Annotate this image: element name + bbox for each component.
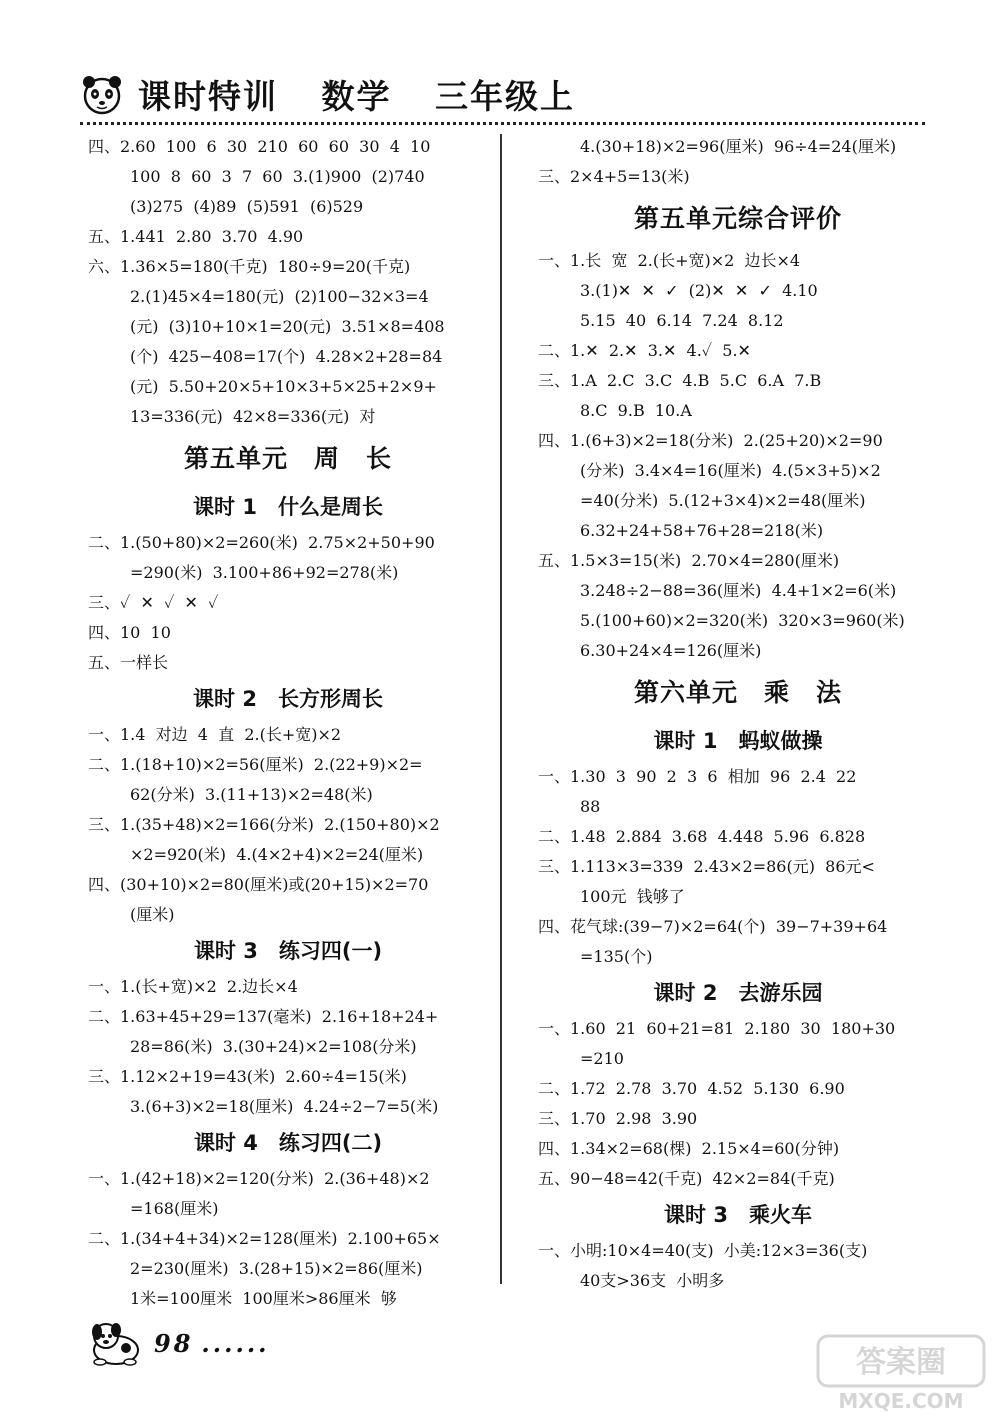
- answer-line: 一、1.60 21 60+21=81 2.180 30 180+30: [538, 1019, 896, 1038]
- answer-line: 四、1.(6+3)×2=18(分米) 2.(25+20)×2=90: [538, 431, 883, 450]
- lesson-heading: 课时 4 练习四(二): [193, 1131, 383, 1155]
- answer-line: 100元 钱够了: [580, 887, 685, 906]
- answer-line: 2.(1)45×4=180(元) (2)100−32×3=4: [130, 287, 429, 306]
- puppy-mascot-icon: [86, 1318, 146, 1368]
- answer-line: 28=86(米) 3.(30+24)×2=108(分米): [130, 1037, 417, 1056]
- column-divider: [500, 134, 502, 1284]
- answer-line: 二、1.(18+10)×2=56(厘米) 2.(22+9)×2=: [88, 755, 423, 774]
- lesson-heading: 课时 3 练习四(一): [193, 939, 383, 963]
- answer-line: 五、90−48=42(千克) 42×2=84(千克): [538, 1169, 835, 1188]
- answer-line: 二、1.(34+4+34)×2=128(厘米) 2.100+65×: [88, 1229, 441, 1248]
- right-column: [538, 132, 938, 1296]
- header-title: [138, 71, 605, 118]
- answer-line: 3.248÷2−88=36(厘米) 4.4+1×2=6(米): [580, 581, 897, 600]
- answer-line: 3.(6+3)×2=18(厘米) 4.24÷2−7=5(米): [130, 1097, 439, 1116]
- answer-line: 一、1.30 3 90 2 3 6 相加 96 2.4 22: [538, 767, 857, 786]
- unit-heading: 第六单元 乘 法: [633, 678, 842, 707]
- answer-line: 二、1.(50+80)×2=260(米) 2.75×2+50+90: [88, 533, 435, 552]
- answer-line: (元) 5.50+20×5+10×3+5×25+2×9+: [130, 377, 437, 396]
- answer-line: 五、一样长: [88, 653, 169, 672]
- page-header: [80, 66, 605, 122]
- answer-line: 1米=100厘米 100厘米>86厘米 够: [130, 1289, 397, 1308]
- answer-line: 二、1.48 2.884 3.68 4.448 5.96 6.828: [538, 827, 866, 846]
- answer-line: 四、1.34×2=68(棵) 2.15×4=60(分钟): [538, 1139, 840, 1158]
- answer-line: 四、2.60 100 6 30 210 60 60 30 4 10: [88, 137, 431, 156]
- header-grade: 三年级上: [435, 76, 575, 116]
- answer-line: 6.30+24×4=126(厘米): [580, 641, 762, 660]
- answer-line: 40支>36支 小明多: [580, 1271, 725, 1290]
- left-column: [88, 132, 488, 1314]
- answer-line: 四、花气球:(39−7)×2=64(个) 39−7+39+64: [538, 917, 888, 936]
- answer-line: (元) (3)10+10×1=20(元) 3.51×8=408: [130, 317, 445, 336]
- header-series: 课时特训: [138, 76, 278, 116]
- answer-line: (分米) 3.4×4=16(厘米) 4.(5×3+5)×2: [580, 461, 881, 480]
- lesson-heading: 课时 2 去游乐园: [653, 981, 823, 1005]
- answer-line: 三、1.12×2+19=43(米) 2.60÷4=15(米): [88, 1067, 407, 1086]
- answer-line: 100 8 60 3 7 60 3.(1)900 (2)740: [130, 167, 425, 186]
- answer-line: 一、1.(42+18)×2=120(分米) 2.(36+48)×2: [88, 1169, 430, 1188]
- lesson-heading: 课时 2 长方形周长: [193, 687, 383, 711]
- answer-line: 三、1.(35+48)×2=166(分米) 2.(150+80)×2: [88, 815, 440, 834]
- page-dots: ......: [201, 1328, 270, 1358]
- page-footer: [86, 1318, 270, 1368]
- answer-line: 一、1.4 对边 4 直 2.(长+宽)×2: [88, 725, 342, 744]
- answer-line: =135(个): [580, 947, 653, 966]
- answer-line: 8.C 9.B 10.A: [580, 401, 692, 420]
- answer-line: 三、1.113×3=339 2.43×2=86(元) 86元<: [538, 857, 875, 876]
- answer-line: 13=336(元) 42×8=336(元) 对: [130, 407, 376, 426]
- answer-line: =40(分米) 5.(12+3×4)×2=48(厘米): [580, 491, 866, 510]
- answer-line: 六、1.36×5=180(千克) 180÷9=20(千克): [88, 257, 411, 276]
- answer-line: 四、10 10: [88, 623, 171, 642]
- answer-line: 三、1.70 2.98 3.90: [538, 1109, 698, 1128]
- answer-line: ×2=920(米) 4.(4×2+4)×2=24(厘米): [130, 845, 424, 864]
- answer-site-watermark-logo: [816, 1334, 986, 1414]
- answer-line: =168(厘米): [130, 1199, 219, 1218]
- answer-line: 6.32+24+58+76+28=218(米): [580, 521, 824, 540]
- lesson-heading: 课时 1 什么是周长: [193, 495, 383, 519]
- answer-line: 三、1.A 2.C 3.C 4.B 5.C 6.A 7.B: [538, 371, 822, 390]
- answer-line: 二、1.✕ 2.✕ 3.✕ 4.✓ 5.✕: [538, 341, 751, 360]
- answer-line: 二、1.63+45+29=137(毫米) 2.16+18+24+: [88, 1007, 439, 1026]
- header-subject: 数学: [321, 76, 392, 116]
- answer-line: 二、1.72 2.78 3.70 4.52 5.130 6.90: [538, 1079, 845, 1098]
- answer-line: 3.(1)✕ ✕ ✓ (2)✕ ✕ ✓ 4.10: [580, 281, 818, 300]
- answer-line: =290(米) 3.100+86+92=278(米): [130, 563, 399, 582]
- answer-line: 三、✓ ✕ ✓ ✕ ✓: [88, 593, 219, 612]
- lesson-heading: 课时 1 蚂蚁做操: [653, 729, 823, 753]
- answer-line: 一、小明:10×4=40(支) 小美:12×3=36(支): [538, 1241, 868, 1260]
- answer-line: =210: [580, 1049, 624, 1068]
- answer-line: 三、2×4+5=13(米): [538, 167, 690, 186]
- page-number: 98: [154, 1328, 194, 1358]
- watermark-line1: 答案圈: [856, 1345, 946, 1380]
- answer-line: (3)275 (4)89 (5)591 (6)529: [130, 197, 364, 216]
- unit-heading: 第五单元综合评价: [633, 204, 842, 233]
- answer-line: 62(分米) 3.(11+13)×2=48(米): [130, 785, 373, 804]
- answer-line: (个) 425−408=17(个) 4.28×2+28=84: [130, 347, 443, 366]
- lesson-heading: 课时 3 乘火车: [664, 1203, 812, 1227]
- answer-line: (厘米): [130, 905, 175, 924]
- answer-line: 五、1.5×3=15(米) 2.70×4=280(厘米): [538, 551, 840, 570]
- answer-line: 5.(100+60)×2=320(米) 320×3=960(米): [580, 611, 905, 630]
- answer-line: 一、1.(长+宽)×2 2.边长×4: [88, 977, 298, 996]
- unit-heading: 第五单元 周 长: [183, 444, 392, 473]
- watermark-line2: MXQE.COM: [838, 1389, 964, 1413]
- answer-line: 2=230(厘米) 3.(28+15)×2=86(厘米): [130, 1259, 423, 1278]
- answer-line: 四、(30+10)×2=80(厘米)或(20+15)×2=70: [88, 875, 429, 894]
- answer-line: 88: [580, 797, 601, 816]
- header-divider: [80, 122, 925, 125]
- answer-line: 4.(30+18)×2=96(厘米) 96÷4=24(厘米): [580, 137, 897, 156]
- answer-line: 一、1.长 宽 2.(长+宽)×2 边长×4: [538, 251, 801, 270]
- answer-line: 5.15 40 6.14 7.24 8.12: [580, 311, 784, 330]
- panda-mascot-icon: [80, 72, 124, 116]
- answer-line: 五、1.441 2.80 3.70 4.90: [88, 227, 304, 246]
